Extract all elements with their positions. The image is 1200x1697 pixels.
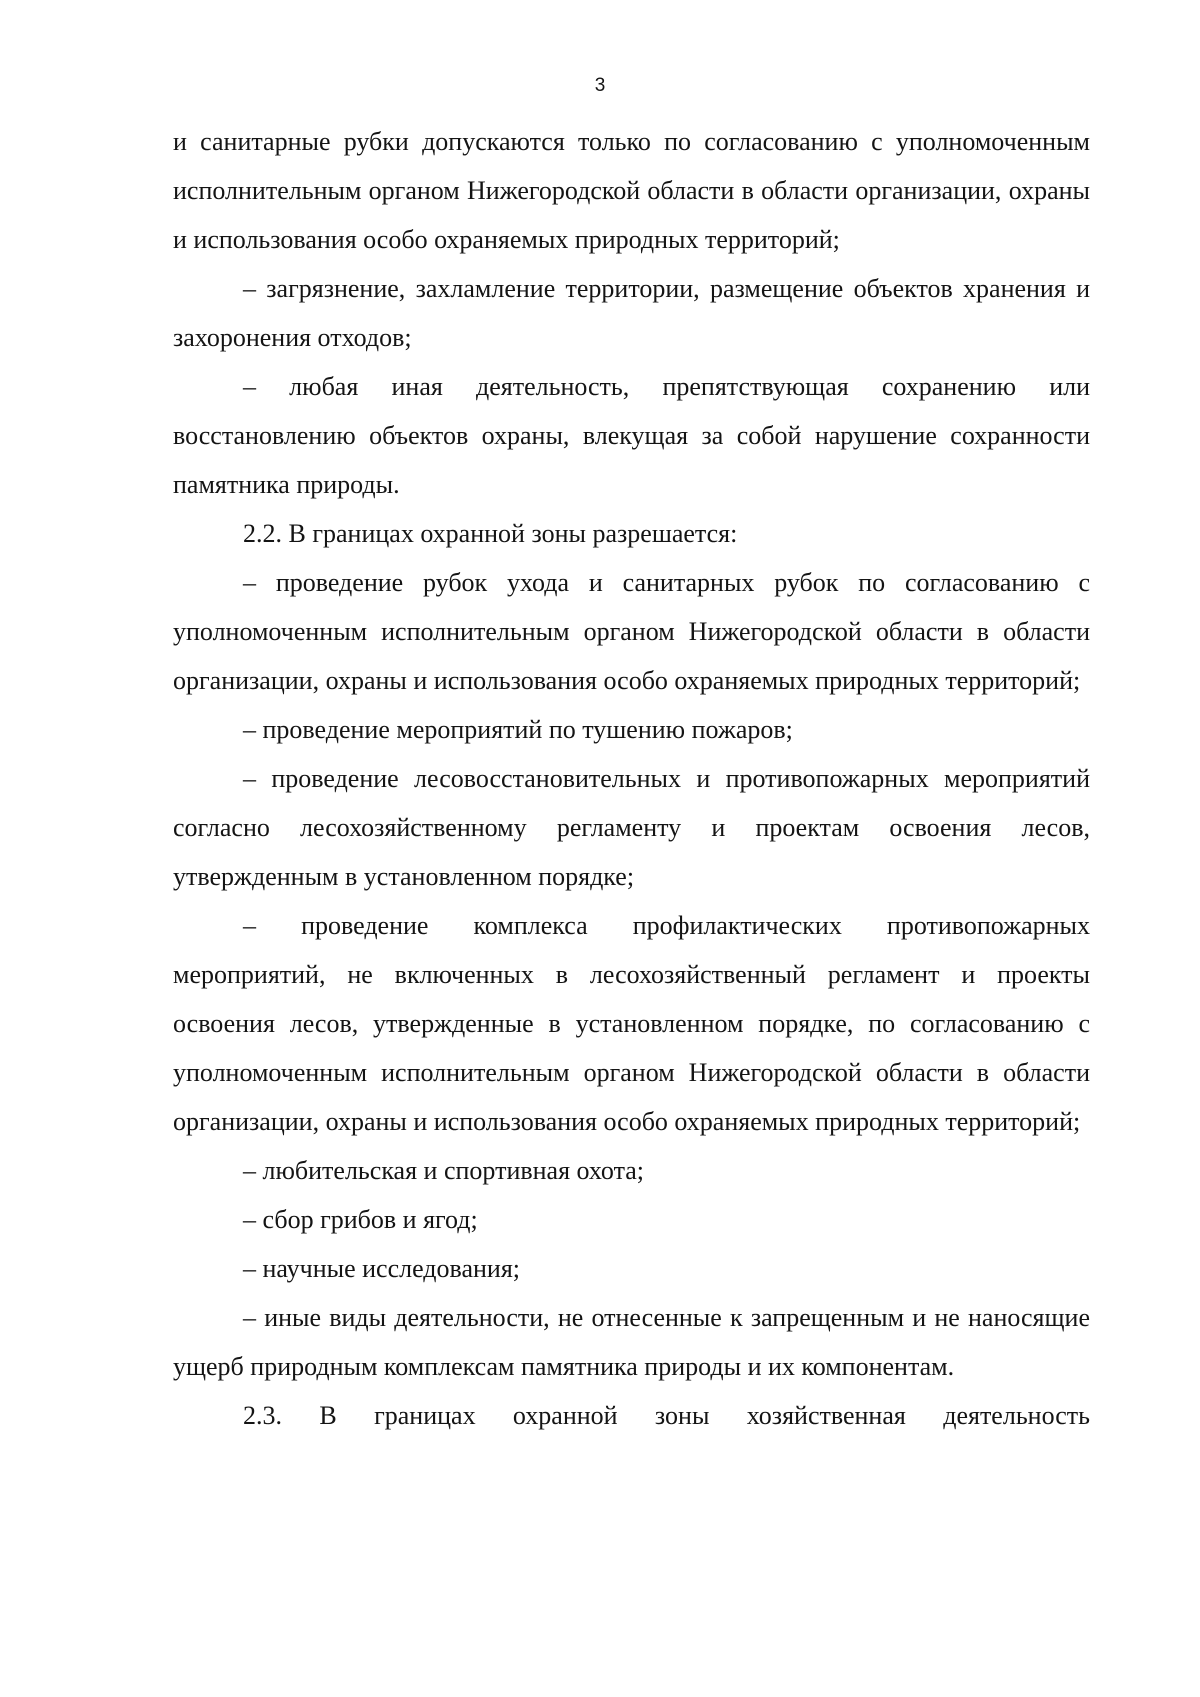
list-item-reforestation: – проведение лесовосстановительных и противопожарных мероприятий согласно лесохозяйственному регламенту и проектам освоения лесов, утвержденным в установленном порядке;	[173, 764, 1090, 891]
section-2-3-heading: 2.3. В границах охранной зоны хозяйственная деятельность	[243, 1401, 1090, 1430]
page-number: 3	[594, 75, 606, 96]
document-body	[173, 117, 1090, 1440]
list-item-other-activity: – любая иная деятельность, препятствующая сохранению или восстановлению объектов охраны, влекущая за собой нарушение сохранности памятника природы.	[173, 372, 1090, 499]
paragraph-continuation: и санитарные рубки допускаются только по согласованию с уполномоченным исполнительным органом Нижегородской области в области организации, охраны и использования особо охраняемых природных территорий;	[173, 127, 1090, 254]
list-item-pollution: – загрязнение, захламление территории, размещение объектов хранения и захоронения отходов;	[173, 274, 1090, 352]
list-item-fire-prevention: – проведение комплекса профилактических противопожарных мероприятий, не включенных в лесохозяйственный регламент и проекты освоения лесов, утвержденные в установленном порядке, по согласованию с уполномоченным исполнительным органом Нижегородской области в области организации, охраны и использования особо охраняемых природных территорий;	[173, 911, 1090, 1136]
list-item-other-allowed: – иные виды деятельности, не отнесенные к запрещенным и не наносящие ущерб природным комплексам памятника природы и их компонентам.	[173, 1303, 1090, 1381]
list-item-fire-fighting: – проведение мероприятий по тушению пожаров;	[243, 715, 793, 744]
section-2-2-heading: 2.2. В границах охранной зоны разрешается:	[243, 519, 738, 548]
list-item-hunting: – любительская и спортивная охота;	[243, 1156, 645, 1185]
list-item-research: – научные исследования;	[243, 1254, 521, 1283]
list-item-care-felling: – проведение рубок ухода и санитарных рубок по согласованию с уполномоченным исполнительным органом Нижегородской области в области организации, охраны и использования особо охраняемых природных территорий;	[173, 568, 1090, 695]
list-item-mushrooms-berries: – сбор грибов и ягод;	[243, 1205, 478, 1234]
